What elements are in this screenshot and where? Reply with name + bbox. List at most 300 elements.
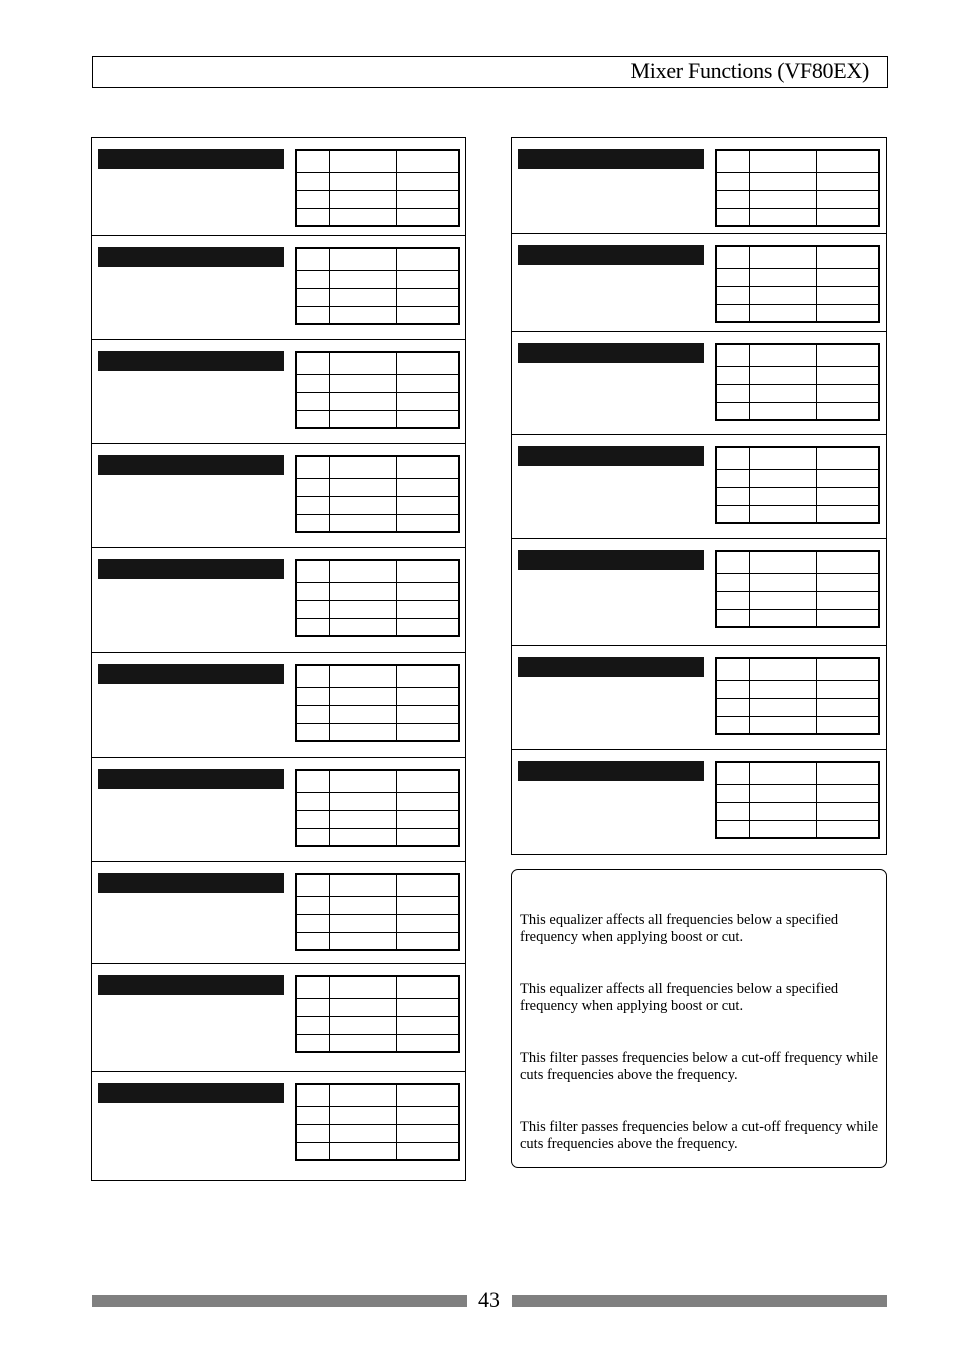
right-panel: [511, 646, 887, 750]
table-cell: [396, 270, 459, 288]
table-cell: [816, 190, 879, 208]
table-cell: [296, 514, 329, 532]
table-cell: [396, 514, 459, 532]
table-cell: [396, 1142, 459, 1160]
table-cell: [716, 487, 749, 505]
table-cell: [716, 716, 749, 734]
table-cell: [329, 828, 396, 846]
table-row: [296, 792, 459, 810]
table-row: [296, 270, 459, 288]
panel-title-bar: [98, 975, 284, 995]
table-row: [296, 618, 459, 636]
parameter-table: [295, 1083, 460, 1161]
table-row: [296, 208, 459, 226]
table-cell: [329, 914, 396, 932]
table-cell: [396, 705, 459, 723]
table-cell: [296, 600, 329, 618]
table-cell: [749, 304, 816, 322]
table-cell: [716, 150, 749, 172]
table-cell: [329, 248, 396, 270]
table-cell: [716, 591, 749, 609]
left-panel: [91, 758, 466, 862]
table-cell: [296, 1084, 329, 1106]
table-cell: [296, 810, 329, 828]
panel-title-bar: [98, 769, 284, 789]
table-cell: [296, 705, 329, 723]
table-cell: [816, 698, 879, 716]
table-row: [296, 723, 459, 741]
table-row: [296, 190, 459, 208]
table-row: [296, 665, 459, 687]
table-cell: [329, 998, 396, 1016]
table-cell: [329, 618, 396, 636]
table-cell: [716, 286, 749, 304]
table-row: [296, 392, 459, 410]
left-panel: [91, 548, 466, 653]
left-panel: [91, 236, 466, 340]
table-row: [296, 1106, 459, 1124]
table-row: [296, 810, 459, 828]
table-cell: [396, 150, 459, 172]
table-cell: [396, 792, 459, 810]
table-cell: [329, 456, 396, 478]
table-cell: [716, 402, 749, 420]
table-row: [296, 456, 459, 478]
table-row: [716, 268, 879, 286]
table-cell: [296, 1016, 329, 1034]
table-cell: [329, 478, 396, 496]
table-cell: [296, 352, 329, 374]
table-cell: [749, 609, 816, 627]
table-cell: [716, 551, 749, 573]
table-cell: [296, 723, 329, 741]
table-cell: [296, 172, 329, 190]
table-cell: [749, 716, 816, 734]
table-cell: [749, 384, 816, 402]
table-cell: [296, 665, 329, 687]
right-panel: [511, 332, 887, 435]
table-row: [716, 802, 879, 820]
footer-bar-left: [92, 1295, 467, 1307]
table-cell: [296, 896, 329, 914]
table-cell: [296, 410, 329, 428]
right-panel: [511, 435, 887, 539]
table-cell: [716, 762, 749, 784]
table-cell: [749, 150, 816, 172]
table-cell: [396, 248, 459, 270]
table-row: [296, 687, 459, 705]
table-cell: [396, 600, 459, 618]
table-row: [296, 1034, 459, 1052]
panel-title-bar: [98, 559, 284, 579]
table-cell: [296, 998, 329, 1016]
table-cell: [329, 208, 396, 226]
panel-title-bar: [98, 873, 284, 893]
table-row: [296, 828, 459, 846]
table-cell: [749, 268, 816, 286]
table-cell: [329, 896, 396, 914]
table-cell: [396, 1016, 459, 1034]
table-cell: [396, 896, 459, 914]
panel-title-bar: [98, 664, 284, 684]
panel-title-bar: [98, 247, 284, 267]
table-cell: [749, 469, 816, 487]
table-cell: [816, 784, 879, 802]
table-cell: [296, 1124, 329, 1142]
table-cell: [329, 874, 396, 896]
table-cell: [749, 820, 816, 838]
table-cell: [396, 410, 459, 428]
table-cell: [329, 1106, 396, 1124]
table-row: [296, 770, 459, 792]
table-cell: [749, 680, 816, 698]
panel-title-bar: [98, 1083, 284, 1103]
table-cell: [329, 150, 396, 172]
table-cell: [749, 551, 816, 573]
table-cell: [396, 560, 459, 582]
table-cell: [816, 344, 879, 366]
table-row: [296, 560, 459, 582]
table-cell: [329, 1142, 396, 1160]
table-cell: [716, 658, 749, 680]
left-panel: [91, 653, 466, 758]
table-cell: [329, 560, 396, 582]
right-panel: [511, 539, 887, 646]
table-cell: [749, 487, 816, 505]
table-cell: [749, 246, 816, 268]
panel-title-bar: [518, 550, 704, 570]
table-row: [296, 514, 459, 532]
table-row: [296, 914, 459, 932]
table-cell: [716, 447, 749, 469]
table-cell: [716, 784, 749, 802]
table-cell: [816, 150, 879, 172]
table-cell: [716, 680, 749, 698]
table-row: [716, 447, 879, 469]
table-cell: [816, 820, 879, 838]
panel-title-bar: [518, 761, 704, 781]
table-cell: [816, 802, 879, 820]
header-box: [92, 56, 888, 88]
table-cell: [396, 770, 459, 792]
table-cell: [716, 384, 749, 402]
table-cell: [816, 208, 879, 226]
table-cell: [396, 306, 459, 324]
table-cell: [816, 246, 879, 268]
table-cell: [329, 496, 396, 514]
panel-title-bar: [98, 351, 284, 371]
table-row: [716, 366, 879, 384]
table-cell: [329, 723, 396, 741]
left-panel: [91, 1072, 466, 1181]
table-cell: [396, 1034, 459, 1052]
table-row: [296, 288, 459, 306]
table-row: [296, 998, 459, 1016]
table-row: [296, 600, 459, 618]
table-cell: [816, 680, 879, 698]
table-cell: [716, 469, 749, 487]
panel-title-bar: [518, 245, 704, 265]
right-panel: [511, 234, 887, 332]
table-row: [716, 784, 879, 802]
left-panel-column: [91, 137, 466, 1181]
table-cell: [296, 914, 329, 932]
table-cell: [749, 172, 816, 190]
table-cell: [716, 802, 749, 820]
table-cell: [716, 609, 749, 627]
table-cell: [396, 914, 459, 932]
table-row: [296, 1084, 459, 1106]
table-cell: [296, 288, 329, 306]
table-cell: [296, 560, 329, 582]
table-cell: [749, 658, 816, 680]
parameter-table: [295, 664, 460, 742]
table-row: [296, 705, 459, 723]
table-cell: [329, 770, 396, 792]
table-cell: [396, 582, 459, 600]
table-cell: [396, 352, 459, 374]
table-cell: [329, 374, 396, 392]
parameter-table: [295, 559, 460, 637]
table-cell: [296, 150, 329, 172]
table-cell: [329, 1084, 396, 1106]
table-cell: [396, 392, 459, 410]
table-cell: [816, 384, 879, 402]
table-row: [716, 591, 879, 609]
table-row: [296, 874, 459, 896]
left-panel: [91, 862, 466, 964]
parameter-table: [715, 550, 880, 628]
table-cell: [749, 698, 816, 716]
table-row: [716, 505, 879, 523]
table-row: [716, 246, 879, 268]
table-row: [296, 896, 459, 914]
table-cell: [329, 288, 396, 306]
description-item: This filter passes frequencies below a cut-off frequency while cuts frequencies above the frequency.: [520, 1050, 879, 1083]
table-cell: [816, 551, 879, 573]
panel-title-bar: [98, 455, 284, 475]
description-item: This equalizer affects all frequencies below a specified frequency when applying boost or cut.: [520, 912, 839, 945]
table-cell: [396, 1084, 459, 1106]
table-cell: [296, 618, 329, 636]
table-cell: [816, 716, 879, 734]
table-cell: [329, 1016, 396, 1034]
table-row: [296, 410, 459, 428]
table-cell: [296, 456, 329, 478]
table-cell: [716, 698, 749, 716]
table-row: [296, 496, 459, 514]
table-row: [296, 1124, 459, 1142]
table-row: [716, 208, 879, 226]
parameter-table: [295, 247, 460, 325]
table-cell: [816, 172, 879, 190]
table-cell: [816, 268, 879, 286]
table-cell: [296, 248, 329, 270]
table-cell: [816, 762, 879, 784]
page-number: 43: [478, 1287, 500, 1312]
parameter-table: [715, 149, 880, 227]
table-cell: [296, 478, 329, 496]
panel-title-bar: [518, 446, 704, 466]
table-row: [716, 487, 879, 505]
table-row: [296, 478, 459, 496]
page-title: Mixer Functions (VF80EX): [630, 58, 869, 83]
table-cell: [396, 618, 459, 636]
table-cell: [396, 723, 459, 741]
table-cell: [329, 352, 396, 374]
table-cell: [396, 828, 459, 846]
table-cell: [396, 810, 459, 828]
table-row: [716, 384, 879, 402]
table-cell: [749, 762, 816, 784]
table-cell: [749, 447, 816, 469]
table-cell: [296, 874, 329, 896]
parameter-table: [715, 446, 880, 524]
description-box: [511, 869, 887, 1168]
table-cell: [716, 190, 749, 208]
panel-title-bar: [518, 343, 704, 363]
table-cell: [716, 344, 749, 366]
table-row: [296, 150, 459, 172]
table-cell: [296, 392, 329, 410]
table-row: [296, 374, 459, 392]
table-cell: [296, 1034, 329, 1052]
table-cell: [716, 304, 749, 322]
table-cell: [816, 447, 879, 469]
table-cell: [329, 1124, 396, 1142]
table-cell: [716, 366, 749, 384]
table-row: [716, 304, 879, 322]
table-cell: [816, 487, 879, 505]
table-row: [296, 976, 459, 998]
table-row: [716, 469, 879, 487]
table-cell: [749, 208, 816, 226]
table-cell: [329, 270, 396, 288]
table-cell: [816, 366, 879, 384]
right-panel-column: [511, 137, 887, 855]
table-cell: [716, 573, 749, 591]
table-cell: [716, 268, 749, 286]
table-cell: [396, 976, 459, 998]
table-cell: [329, 976, 396, 998]
description-item: This equalizer affects all frequencies below a specified frequency when applying boost or cut.: [520, 981, 839, 1014]
left-panel: [91, 444, 466, 548]
table-cell: [329, 172, 396, 190]
table-cell: [716, 505, 749, 523]
table-cell: [296, 582, 329, 600]
table-cell: [749, 402, 816, 420]
table-row: [296, 172, 459, 190]
table-cell: [396, 478, 459, 496]
table-row: [716, 150, 879, 172]
table-cell: [749, 591, 816, 609]
table-cell: [329, 392, 396, 410]
table-cell: [396, 208, 459, 226]
table-cell: [329, 190, 396, 208]
table-cell: [396, 1124, 459, 1142]
table-cell: [716, 246, 749, 268]
table-row: [716, 402, 879, 420]
right-panel: [511, 750, 887, 855]
table-cell: [396, 1106, 459, 1124]
table-cell: [329, 792, 396, 810]
table-cell: [296, 1106, 329, 1124]
table-row: [716, 551, 879, 573]
table-row: [716, 344, 879, 366]
table-row: [296, 1016, 459, 1034]
table-cell: [396, 496, 459, 514]
table-cell: [296, 932, 329, 950]
table-row: [716, 658, 879, 680]
panel-title-bar: [98, 149, 284, 169]
table-row: [296, 248, 459, 270]
table-cell: [296, 828, 329, 846]
table-cell: [396, 374, 459, 392]
table-cell: [296, 687, 329, 705]
table-cell: [329, 665, 396, 687]
table-cell: [296, 306, 329, 324]
table-cell: [396, 456, 459, 478]
table-row: [296, 932, 459, 950]
panel-title-bar: [518, 149, 704, 169]
table-cell: [716, 820, 749, 838]
parameter-table: [295, 351, 460, 429]
table-cell: [296, 270, 329, 288]
table-cell: [329, 306, 396, 324]
table-cell: [296, 190, 329, 208]
table-row: [716, 698, 879, 716]
table-row: [716, 286, 879, 304]
table-cell: [296, 792, 329, 810]
table-cell: [396, 874, 459, 896]
table-cell: [296, 976, 329, 998]
footer-bar-right: [512, 1295, 887, 1307]
parameter-table: [295, 873, 460, 951]
table-row: [296, 582, 459, 600]
table-cell: [296, 374, 329, 392]
parameter-table: [295, 149, 460, 227]
table-cell: [816, 286, 879, 304]
table-row: [716, 172, 879, 190]
parameter-table: [715, 343, 880, 421]
table-cell: [749, 802, 816, 820]
table-cell: [329, 600, 396, 618]
table-cell: [396, 998, 459, 1016]
table-cell: [816, 573, 879, 591]
parameter-table: [295, 455, 460, 533]
parameter-table: [715, 245, 880, 323]
table-cell: [329, 582, 396, 600]
table-cell: [296, 770, 329, 792]
table-row: [296, 352, 459, 374]
table-cell: [716, 208, 749, 226]
description-item: This filter passes frequencies below a cut-off frequency while cuts frequencies above the frequency.: [520, 1119, 879, 1152]
parameter-table: [295, 975, 460, 1053]
table-cell: [749, 366, 816, 384]
table-row: [716, 573, 879, 591]
parameter-table: [295, 769, 460, 847]
parameter-table: [715, 657, 880, 735]
table-cell: [396, 172, 459, 190]
table-cell: [749, 784, 816, 802]
table-row: [716, 820, 879, 838]
table-cell: [329, 1034, 396, 1052]
table-cell: [749, 286, 816, 304]
table-cell: [329, 514, 396, 532]
table-cell: [816, 658, 879, 680]
table-cell: [816, 591, 879, 609]
table-row: [716, 716, 879, 734]
